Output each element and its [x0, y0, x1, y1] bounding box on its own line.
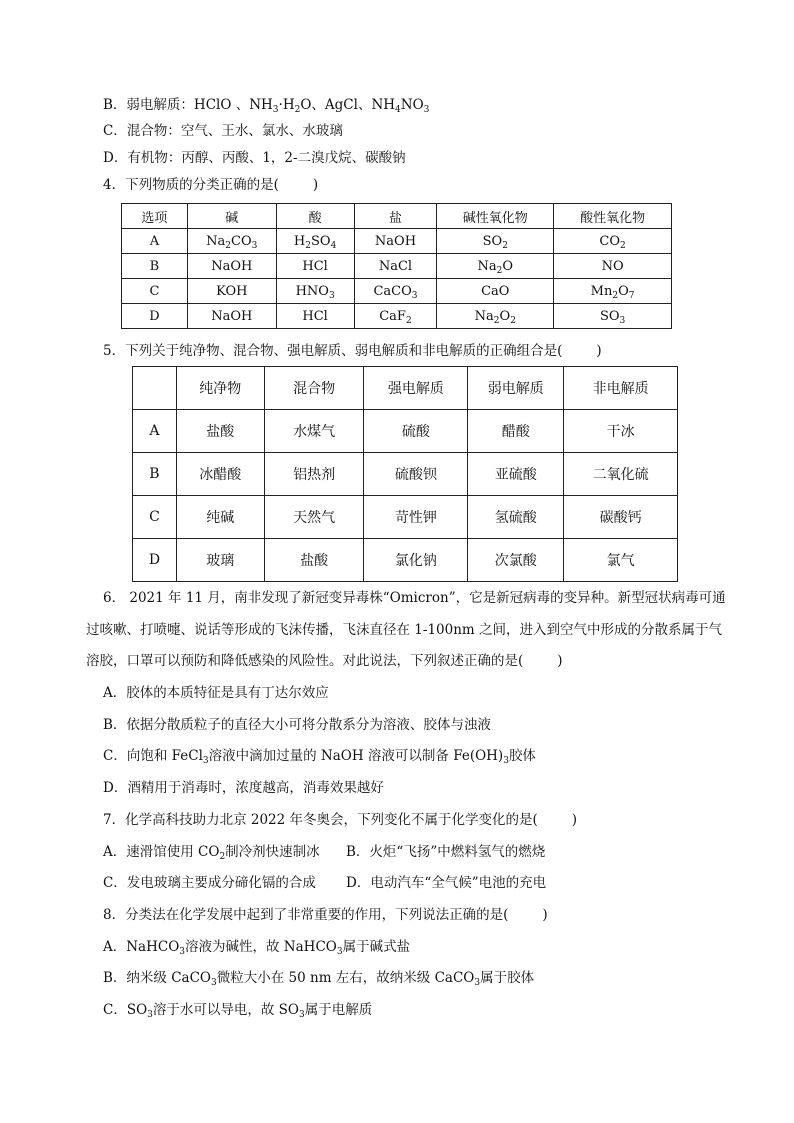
q5-header-row: [133, 367, 678, 410]
q4-table-cell: $H_2SO_4$: [276, 229, 354, 254]
q5-table-cell: 醋酸: [468, 410, 564, 453]
q4-table-cell: A: [122, 229, 188, 254]
q7-option-c: C．发电玻璃主要成分碲化镉的合成: [103, 875, 316, 891]
q5-table-cell: C: [133, 496, 177, 539]
q5-table-cell: 氯气: [564, 539, 678, 582]
q3-option-b-formula: HClO 、$NH_3\cdot H_2O$、AgCl、$NH_4NO_3$: [193, 97, 430, 115]
q4-table-row: [122, 229, 672, 254]
q5-table-cell: 二氧化硫: [564, 453, 678, 496]
q4-table-cell: NaOH: [354, 229, 437, 254]
q5-header-cell: 纯净物: [176, 367, 264, 410]
q5-table-cell: 碳酸钙: [564, 496, 678, 539]
q4-header-cell: 选项: [122, 204, 188, 229]
q5-table-cell: 冰醋酸: [176, 453, 264, 496]
q4-table-cell: $CO_2$: [554, 229, 672, 254]
q5-header-cell: 弱电解质: [468, 367, 564, 410]
q4-header-row: [122, 204, 672, 229]
q4-table-cell: $Na_2O_2$: [437, 304, 554, 329]
q5-stem: 5．下列关于纯净物、混合物、强电解质、弱电解质和非电解质的正确组合是( ): [103, 343, 602, 359]
q5-table-cell: 铝热剂: [264, 453, 364, 496]
q3-option-d: D．有机物：丙醇、丙酸、1，2-二溴戊烷、碳酸钠: [103, 150, 406, 166]
q5-table-cell: A: [133, 410, 177, 453]
q5-table-cell: 纯碱: [176, 496, 264, 539]
q5-table-row: [133, 539, 678, 582]
q7-option-d: D．电动汽车“全气候”电池的充电: [346, 875, 547, 891]
q8-stem: 8．分类法在化学发展中起到了非常重要的作用，下列说法正确的是( ): [103, 907, 548, 923]
q7-stem: 7．化学高科技助力北京 2022 年冬奥会，下列变化不属于化学变化的是( ): [103, 812, 578, 828]
q4-table-cell: C: [122, 279, 188, 304]
q6-option-c: C．向饱和 FeCl$_3$溶液中滴加过量的 NaOH 溶液可以制备 $Fe(OH)_3$胶体: [103, 748, 536, 766]
q5-table-cell: 水煤气: [264, 410, 364, 453]
q5-table-cell: D: [133, 539, 177, 582]
q5-table-cell: 天然气: [264, 496, 364, 539]
q7-option-b: B．火炬“飞扬”中燃料氢气的燃烧: [346, 844, 546, 860]
q4-table-cell: HCl: [276, 304, 354, 329]
q4-table-cell: CaCO$_3$: [354, 279, 437, 304]
q4-table-cell: $Na_2O$: [437, 254, 554, 279]
q4-header-cell: 酸: [276, 204, 354, 229]
q5-header-cell: [133, 367, 177, 410]
q3-option-c: C．混合物：空气、王水、氯水、水玻璃: [103, 123, 343, 139]
q5-header-cell: 混合物: [264, 367, 364, 410]
q5-table-cell: 盐酸: [264, 539, 364, 582]
q4-table-cell: $Na_2CO_3$: [187, 229, 276, 254]
q8-option-b: B．纳米级 CaCO$_3$微粒大小在 50 nm 左右，故纳米级 CaCO$_3$属于胶体: [103, 970, 535, 988]
q7-option-a: A．速滑馆使用 $CO_2$制冷剂快速制冰: [103, 844, 320, 862]
q4-header-cell: 碱: [187, 204, 276, 229]
q8-option-a: A．NaHCO$_3$溶液为碱性，故 NaHCO$_3$属于碱式盐: [103, 939, 411, 957]
q4-stem: 4．下列物质的分类正确的是( ): [103, 177, 319, 193]
q4-table-cell: NaOH: [187, 304, 276, 329]
q5-table-row: [133, 496, 678, 539]
q5-table-cell: 干冰: [564, 410, 678, 453]
q4-table-cell: $SO_3$: [554, 304, 672, 329]
q4-table-row: [122, 279, 672, 304]
q4-table-cell: NaCl: [354, 254, 437, 279]
q5-table-row: [133, 410, 678, 453]
q3-option-b: [103, 96, 429, 114]
q5-table-row: [133, 453, 678, 496]
q5-table: [132, 366, 678, 582]
q4-table-cell: B: [122, 254, 188, 279]
q6-stem-line2: 过咳嗽、打喷嚏、说话等形成的飞沫传播，飞沫直径在 1-100nm 之间，进入到空气中形成的分散系属于气: [86, 622, 722, 638]
q3-option-b-label: B．弱电解质：: [103, 97, 194, 113]
q6-option-b: B．依据分散质粒子的直径大小可将分散系分为溶液、胶体与浊液: [103, 717, 491, 733]
q6-stem-line3: 溶胶，口罩可以预防和降低感染的风险性。对此说法，下列叙述正确的是( ): [86, 653, 563, 669]
q5-table-cell: 氢硫酸: [468, 496, 564, 539]
q4-table-cell: D: [122, 304, 188, 329]
q5-table-cell: 次氯酸: [468, 539, 564, 582]
q6-stem-line1: 6． 2021 年 11 月，南非发现了新冠变异毒株“Omicron”，它是新冠病毒的变异种。新型冠状病毒可通: [103, 590, 726, 606]
q4-table-cell: NO: [554, 254, 672, 279]
q5-table-cell: 苛性钾: [364, 496, 468, 539]
q6-option-a: A．胶体的本质特征是具有丁达尔效应: [103, 685, 329, 701]
q4-header-cell: 酸性氧化物: [554, 204, 672, 229]
q5-table-cell: 玻璃: [176, 539, 264, 582]
q5-header-cell: 强电解质: [364, 367, 468, 410]
q4-table-cell: NaOH: [187, 254, 276, 279]
q5-table-cell: 硫酸钡: [364, 453, 468, 496]
q5-table-cell: 氯化钠: [364, 539, 468, 582]
q4-table-row: [122, 254, 672, 279]
q4-table-cell: $Mn_2O_7$: [554, 279, 672, 304]
q5-table-cell: 盐酸: [176, 410, 264, 453]
q4-header-cell: 碱性氧化物: [437, 204, 554, 229]
q5-table-cell: B: [133, 453, 177, 496]
q4-table-cell: KOH: [187, 279, 276, 304]
q4-table-row: [122, 304, 672, 329]
q6-option-d: D．酒精用于消毒时，浓度越高，消毒效果越好: [103, 780, 384, 796]
q4-header-cell: 盐: [354, 204, 437, 229]
q4-table-cell: HCl: [276, 254, 354, 279]
q4-table: [121, 203, 672, 329]
q5-table-cell: 亚硫酸: [468, 453, 564, 496]
q4-table-cell: $SO_2$: [437, 229, 554, 254]
q5-table-cell: 硫酸: [364, 410, 468, 453]
q4-table-cell: $HNO_3$: [276, 279, 354, 304]
q5-header-cell: 非电解质: [564, 367, 678, 410]
q8-option-c: C．$SO_3$溶于水可以导电，故 $SO_3$属于电解质: [103, 1002, 373, 1020]
q4-table-cell: CaO: [437, 279, 554, 304]
q4-table-cell: CaF$_2$: [354, 304, 437, 329]
